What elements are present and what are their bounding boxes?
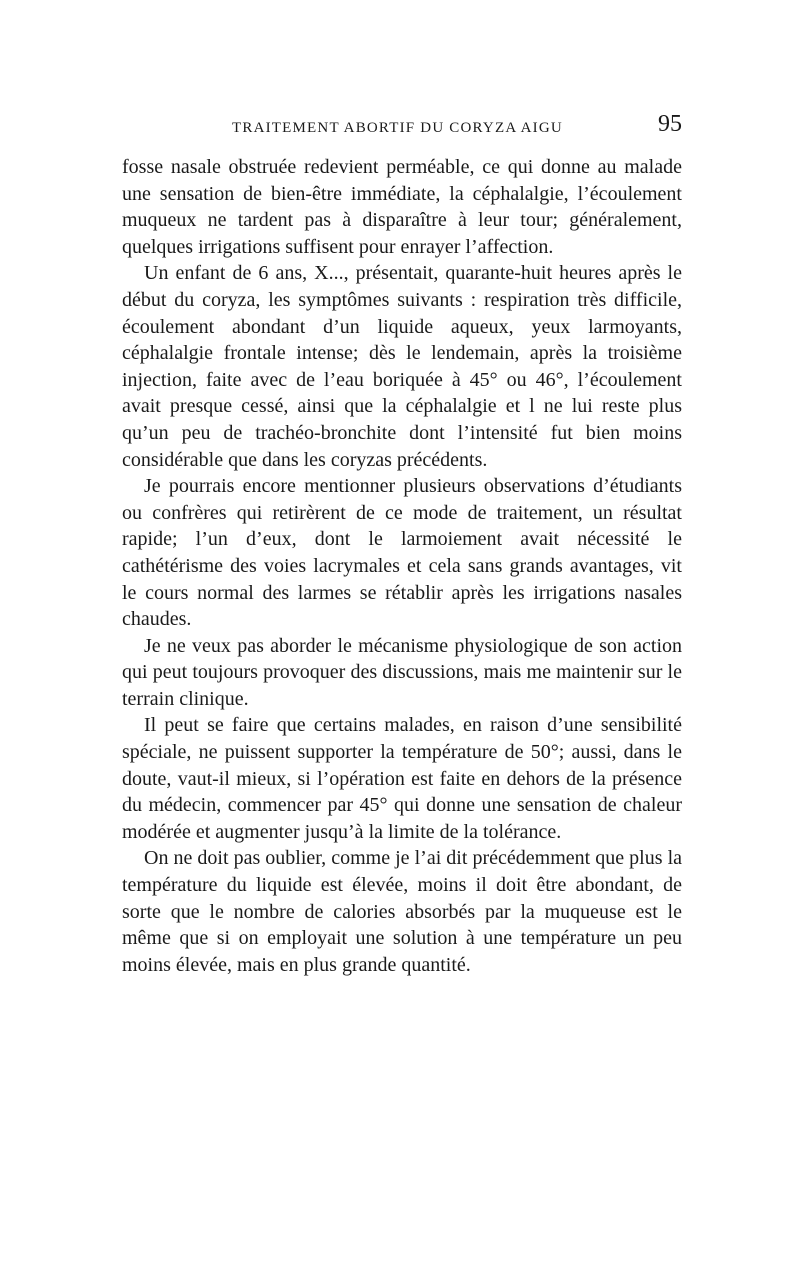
paragraph-temperature: On ne doit pas oublier, comme je l’ai dit précédemment que plus la température du liquide est élevée, moins il doit être abondant, de sorte que le nombre de calories absorbés par la muqueuse est le même que si on employait une solution à une température un peu moins élevée, mais en plus grande quantité. [122,847,682,976]
page-number: 95 [658,111,682,137]
paragraph-continuation: fosse nasale obstruée redevient perméable, ce qui donne au malade une sensation de bien-être immédiate, la céphalalgie, l’écoulement muqueux ne tardent pas à disparaître à leur tour; généralement, quelques irrigations suffisent pour enrayer l’affection. [122,156,682,258]
paragraph-child-case: Un enfant de 6 ans, X..., présentait, quarante-huit heures après le début du coryza, les symptômes suivants : respiration très difficile, écoulement abondant d’un liquide aqueux, yeux larmoyants, céphalalgie frontale intense; dès le lendemain, après la troisième injection, faite avec de l’eau boriquée à 45° ou 46°, l’écoulement avait presque cessé, ainsi que la céphalalgie et l ne lui reste plus qu’un peu de trachéo-bronchite dont l’intensité fut bien moins considérable que dans les coryzas précédents. [122,262,682,471]
paragraph-mechanism: Je ne veux pas aborder le mécanisme physiologique de son action qui peut toujours provoquer des discussions, mais me maintenir sur le terrain clinique. [122,634,682,710]
running-title: TRAITEMENT ABORTIF DU CORYZA AIGU [232,120,563,136]
running-head [122,112,682,144]
body-text [122,154,682,978]
book-page [122,112,682,978]
paragraph-sensitivity: Il peut se faire que certains malades, en raison d’une sensibilité spéciale, ne puissent supporter la température de 50°; aussi, dans le doute, vaut-il mieux, si l’opération est faite en dehors de la présence du médecin, commencer par 45° qui donne une sensation de chaleur modérée et augmenter jusqu’à la limite de la tolérance. [122,714,682,843]
paragraph-observations: Je pourrais encore mentionner plusieurs observations d’étudiants ou confrères qui retirèrent de ce mode de traitement, un résultat rapide; l’un d’eux, dont le larmoiement avait nécessité le cathétérisme des voies lacrymales et cela sans grands avantages, vit le cours normal des larmes se rétablir après les irrigations nasales chaudes. [122,475,682,631]
